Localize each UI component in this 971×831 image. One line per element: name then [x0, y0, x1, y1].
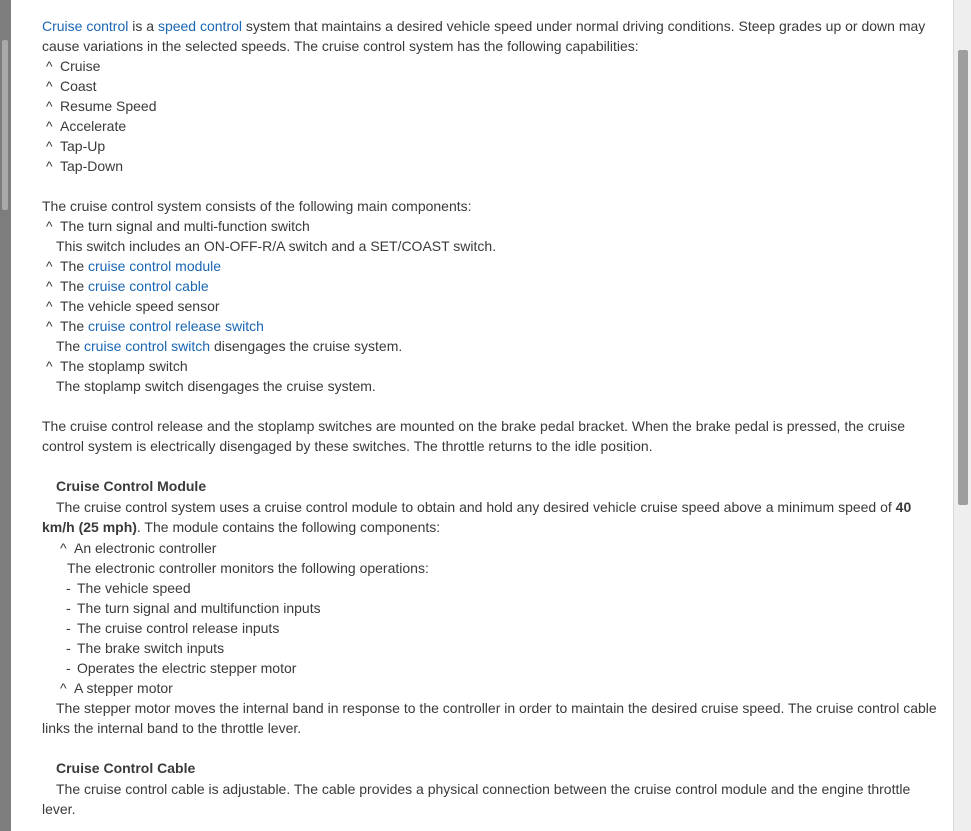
- capability-item: ^ Accelerate: [46, 118, 127, 134]
- list-item: ^ An electronic controller: [60, 540, 217, 556]
- operation-item: - The brake switch inputs: [66, 640, 225, 656]
- capability-item: ^ Tap-Down: [46, 158, 124, 174]
- cable-paragraph: The cruise control cable is adjustable. The cable provides a physical connection between the cruise control module and the engine throttle lever.: [42, 781, 911, 817]
- list-item: ^ The cruise control module: [46, 258, 222, 274]
- cruise-control-switch-link[interactable]: cruise control switch: [84, 338, 211, 354]
- module-heading: Cruise Control Module: [56, 478, 207, 494]
- right-scrollbar[interactable]: [953, 0, 971, 831]
- list-item: ^ The cruise control release switch: [46, 318, 264, 334]
- spacer: [42, 176, 942, 196]
- capability-item: ^ Tap-Up: [46, 138, 106, 154]
- document-content: [42, 16, 942, 819]
- operations-list: [42, 578, 942, 678]
- cruise-control-release-switch-link[interactable]: cruise control release switch: [88, 318, 264, 334]
- components-intro: The cruise control system consists of the following main components:: [42, 198, 472, 214]
- operation-item: - Operates the electric stepper motor: [66, 660, 297, 676]
- right-scrollbar-thumb[interactable]: [958, 50, 968, 505]
- cable-heading: Cruise Control Cable: [56, 760, 196, 776]
- capabilities-list: [42, 56, 942, 176]
- list-item: ^ The turn signal and multi-function switch: [46, 218, 310, 234]
- intro-paragraph: Cruise control is a speed control system that maintains a desired vehicle speed under normal driving conditions. Steep grades up or down may cause variations in the selected speeds. The cruise control system has the following capabilities:: [42, 18, 926, 54]
- left-scrollbar-thumb[interactable]: [2, 40, 8, 210]
- capability-item: ^ Resume Speed: [46, 98, 157, 114]
- cruise-control-cable-link[interactable]: cruise control cable: [88, 278, 209, 294]
- capability-item: ^ Cruise: [46, 58, 101, 74]
- list-item-note: The cruise control switch disengages the cruise system.: [56, 338, 403, 354]
- motor-note: The stepper motor moves the internal band in response to the controller in order to maintain the desired cruise speed. The cruise control cable links the internal band to the throttle lever.: [42, 700, 937, 736]
- list-item-note: The stoplamp switch disengages the cruise system.: [56, 378, 376, 394]
- speed-control-link[interactable]: speed control: [157, 18, 243, 34]
- list-item-note: This switch includes an ON-OFF-R/A switch and a SET/COAST switch.: [56, 238, 497, 254]
- release-paragraph: The cruise control release and the stoplamp switches are mounted on the brake pedal bracket. When the brake pedal is pressed, the cruise control system is electrically disengaged by these switches. The throttle returns to the idle position.: [42, 418, 906, 454]
- spacer: [42, 456, 942, 476]
- capability-item: ^ Coast: [46, 78, 97, 94]
- left-scrollbar[interactable]: [0, 0, 11, 831]
- operation-item: - The turn signal and multifunction inputs: [66, 600, 321, 616]
- list-item: ^ The vehicle speed sensor: [46, 298, 220, 314]
- document-page: [11, 0, 953, 831]
- spacer: [42, 396, 942, 416]
- cruise-control-link[interactable]: Cruise control: [42, 18, 129, 34]
- operation-item: - The cruise control release inputs: [66, 620, 280, 636]
- module-paragraph: The cruise control system uses a cruise control module to obtain and hold any desired vehicle cruise speed above a minimum speed of 40 km/h (25 mph). The module contains the following components:: [42, 499, 912, 535]
- list-item: ^ The stoplamp switch: [46, 358, 188, 374]
- cruise-control-module-link[interactable]: cruise control module: [88, 258, 222, 274]
- spacer: [42, 738, 942, 758]
- list-item-note: The electronic controller monitors the following operations:: [67, 560, 429, 576]
- list-item: ^ The cruise control cable: [46, 278, 209, 294]
- operation-item: - The vehicle speed: [66, 580, 191, 596]
- list-item: ^ A stepper motor: [60, 680, 173, 696]
